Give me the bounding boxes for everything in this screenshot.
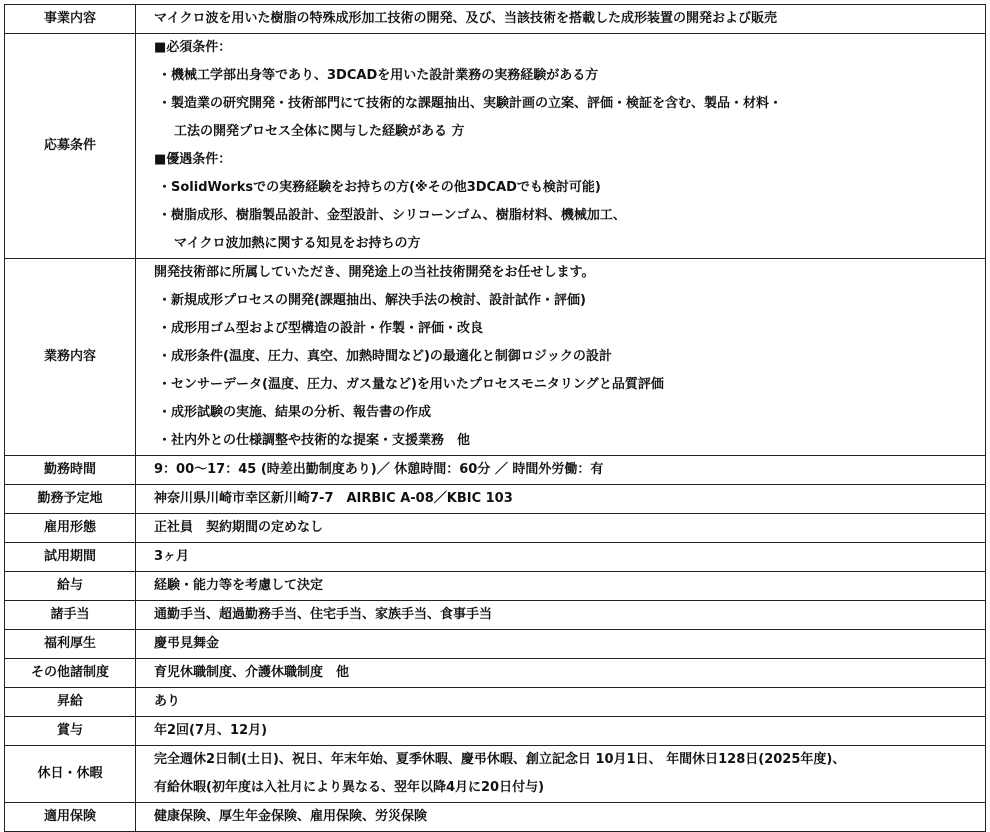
row-label: 休日・休暇 [5, 746, 136, 803]
row-business [5, 5, 986, 34]
row-value [136, 630, 986, 659]
row-label: 勤務予定地 [5, 485, 136, 514]
row-value [136, 514, 986, 543]
row-label: 適用保険 [5, 803, 136, 832]
value-line: 育児休職制度、介護休職制度 他 [154, 665, 350, 680]
row-label: 昇給 [5, 688, 136, 717]
row-value [136, 34, 986, 259]
row-value [136, 601, 986, 630]
row-insurance [5, 803, 986, 832]
row-value [136, 485, 986, 514]
value-line: マイクロ波加熱に関する知見をお持ちの方 [174, 236, 421, 251]
row-location [5, 485, 986, 514]
row-other-systems [5, 659, 986, 688]
row-employment-type [5, 514, 986, 543]
row-label: 給与 [5, 572, 136, 601]
row-requirements [5, 34, 986, 259]
row-label: 勤務時間 [5, 456, 136, 485]
value-line: ・成形条件(温度、圧力、真空、加熱時間など)の最適化と制御ロジックの設計 [158, 349, 612, 364]
value-line: 完全週休2日制(土日)、祝日、年末年始、夏季休暇、慶弔休暇、創立記念日 10月1日、 年間休日128日(2025年度)、 [154, 752, 846, 767]
value-line: ・樹脂成形、樹脂製品設計、金型設計、シリコーンゴム、樹脂材料、機械加工、 [158, 208, 626, 223]
row-value [136, 543, 986, 572]
row-benefits [5, 630, 986, 659]
value-line: ・成形用ゴム型および型構造の設計・作製・評価・改良 [158, 321, 484, 336]
row-raise [5, 688, 986, 717]
value-line: ・新規成形プロセスの開発(課題抽出、解決手法の検討、設計試作・評価) [158, 293, 586, 308]
row-allowances [5, 601, 986, 630]
row-probation [5, 543, 986, 572]
value-line: ■優遇条件： [154, 152, 232, 167]
value-line: ・SolidWorksでの実務経験をお持ちの方(※その他3DCADでも検討可能) [158, 180, 601, 195]
value-line: 健康保険、厚生年金保険、雇用保険、労災保険 [154, 809, 428, 824]
value-line: 有給休暇(初年度は入社月により異なる、翌年以降4月に20日付与) [154, 780, 545, 795]
value-line: ・製造業の研究開発・技術部門にて技術的な課題抽出、実験計画の立案、評価・検証を含む、製品・材料・ [158, 96, 783, 111]
row-salary [5, 572, 986, 601]
value-line: マイクロ波を用いた樹脂の特殊成形加工技術の開発、及び、当該技術を搭載した成形装置の開発および販売 [154, 11, 777, 26]
row-value [136, 572, 986, 601]
row-label: 業務内容 [5, 259, 136, 456]
value-line: あり [154, 694, 181, 709]
row-value [136, 659, 986, 688]
row-working-hours [5, 456, 986, 485]
value-line: ■必須条件： [154, 40, 232, 55]
value-line: 通勤手当、超過勤務手当、住宅手当、家族手当、食事手当 [154, 607, 493, 622]
row-label: 事業内容 [5, 5, 136, 34]
row-label: 賞与 [5, 717, 136, 746]
job-details-table [4, 4, 986, 832]
row-value [136, 803, 986, 832]
row-value [136, 717, 986, 746]
row-value [136, 259, 986, 456]
value-line: 3ヶ月 [154, 549, 190, 564]
row-label: 応募条件 [5, 34, 136, 259]
value-line: ・機械工学部出身等であり、3DCADを用いた設計業務の実務経験がある方 [158, 68, 599, 83]
value-line: 年2回(7月、12月) [154, 723, 268, 738]
row-label: 福利厚生 [5, 630, 136, 659]
value-line: 開発技術部に所属していただき、開発途上の当社技術開発をお任せします。 [154, 265, 595, 280]
value-line: 9：00～17：45 (時差出勤制度あり)／ 休憩時間：60分 ／ 時間外労働：有 [154, 462, 604, 477]
row-holidays [5, 746, 986, 803]
row-label: 試用期間 [5, 543, 136, 572]
value-line: ・社内外との仕様調整や技術的な提案・支援業務 他 [158, 433, 471, 448]
value-line: 工法の開発プロセス全体に関与した経験がある 方 [174, 124, 465, 139]
row-value [136, 746, 986, 803]
row-label: その他諸制度 [5, 659, 136, 688]
row-value [136, 456, 986, 485]
row-label: 雇用形態 [5, 514, 136, 543]
value-line: ・成形試験の実施、結果の分析、報告書の作成 [158, 405, 432, 420]
value-line: 正社員 契約期間の定めなし [154, 520, 324, 535]
row-value [136, 688, 986, 717]
row-value [136, 5, 986, 34]
row-duties [5, 259, 986, 456]
row-label: 諸手当 [5, 601, 136, 630]
value-line: 神奈川県川崎市幸区新川崎7-7 AIRBIC A-08／KBIC 103 [154, 491, 513, 506]
value-line: ・センサーデータ(温度、圧力、ガス量など)を用いたプロセスモニタリングと品質評価 [158, 377, 664, 392]
row-bonus [5, 717, 986, 746]
value-line: 経験・能力等を考慮して決定 [154, 578, 324, 593]
value-line: 慶弔見舞金 [154, 636, 220, 651]
